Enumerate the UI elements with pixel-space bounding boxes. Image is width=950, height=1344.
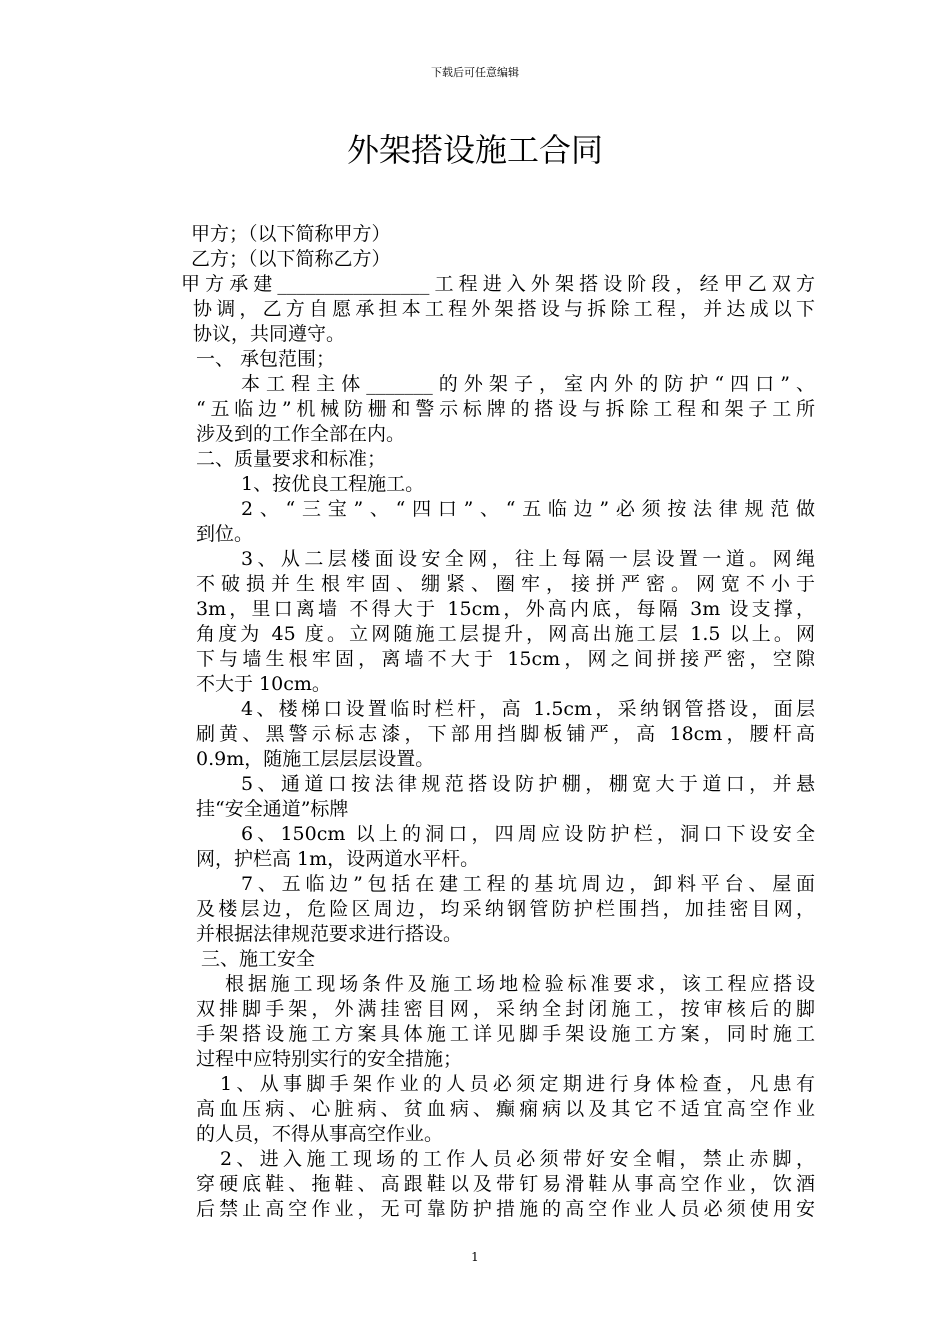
document-title: 外架搭设施工合同 <box>346 131 603 169</box>
text-line: 协调，乙方自愿承担本工程外架搭设与拆除工程，并达成以下 <box>193 298 815 320</box>
text-line: 不大于 10cm。 <box>196 673 331 695</box>
text-line: 3m，里口离墙 不得大于 15cm，外高内底，每隔 3m 设支撑， <box>196 598 815 620</box>
page-number: 1 <box>471 1250 479 1264</box>
text-line: 及楼层边，危险区周边，均采纳钢管防护栏围挡，加挂密目网， <box>196 898 815 920</box>
text-line: 7、五临边”包括在建工程的基坑周边，卸料平台、屋面 <box>241 873 815 895</box>
text-line: 1、从事脚手架作业的人员必须定期进行身体检查，凡患有 <box>220 1073 815 1095</box>
text-line: 甲方承建________________工程进入外架搭设阶段，经甲乙双方 <box>181 273 815 295</box>
text-line: 穿硬底鞋、拖鞋、高跟鞋以及带钉易滑鞋从事高空作业，饮酒 <box>196 1173 815 1195</box>
text-line: 本工程主体_______的外架子，室内外的防护“四口”、 <box>241 373 815 395</box>
text-line: 协议，共同遵守。 <box>193 323 346 345</box>
text-line: 1、按优良工程施工。 <box>241 473 425 495</box>
text-line: 一、 承包范围； <box>196 348 336 370</box>
text-line: 网，护栏高 1m，设两道水平杆。 <box>196 848 480 870</box>
text-line: 挂“安全通道”标牌 <box>196 798 349 820</box>
text-line: 到位。 <box>196 523 254 545</box>
text-line: 的人员，不得从事高空作业。 <box>196 1123 444 1145</box>
text-line: 后禁止高空作业，无可靠防护措施的高空作业人员必须使用安 <box>196 1198 815 1220</box>
text-line: 乙方；（以下简称乙方） <box>191 248 391 270</box>
text-line: 下与墙生根牢固，离墙不大于 15cm，网之间拼接严密，空隙 <box>196 648 815 670</box>
text-line: 二、质量要求和标准； <box>196 448 387 470</box>
text-line: 三、施工安全 <box>201 948 316 970</box>
text-line: 双排脚手架，外满挂密目网，采纳全封闭施工，按审核后的脚 <box>196 998 815 1020</box>
text-line: 6、150cm 以上的洞口，四周应设防护栏，洞口下设安全 <box>241 823 815 845</box>
text-line: 5、通道口按法律规范搭设防护棚，棚宽大于道口，并悬 <box>241 773 815 795</box>
text-line: “五临边”机械防栅和警示标牌的搭设与拆除工程和架子工所 <box>196 398 815 420</box>
text-line: 刷黄、黑警示标志漆，下部用挡脚板铺严，高 18cm，腰杆高 <box>196 723 815 745</box>
text-line: 高血压病、心脏病、贫血病、癫痫病以及其它不适宜高空作业 <box>196 1098 815 1120</box>
text-line: 根据施工现场条件及施工场地检验标准要求，该工程应搭设 <box>225 973 815 995</box>
page-header: 下载后可任意编辑 <box>431 66 519 79</box>
text-line: 过程中应特别实行的安全措施； <box>196 1048 463 1070</box>
text-line: 涉及到的工作全部在内。 <box>196 423 406 445</box>
text-line: 并根据法律规范要求进行搭设。 <box>196 923 463 945</box>
text-line: 3、从二层楼面设安全网，往上每隔一层设置一道。网绳 <box>241 548 815 570</box>
contract-body <box>175 222 815 1222</box>
text-line: 2、“三宝”、“四口”、“五临边”必须按法律规范做 <box>241 498 815 520</box>
text-line: 0.9m，随施工层层层设置。 <box>196 748 435 770</box>
text-line: 不破损并生根牢固、绷紧、圈牢，接拼严密。网宽不小于 <box>196 573 815 595</box>
text-line: 4、楼梯口设置临时栏杆，高 1.5cm，采纳钢管搭设，面层 <box>241 698 815 720</box>
text-line: 角度为 45 度。立网随施工层提升，网高出施工层 1.5 以上。网 <box>196 623 815 645</box>
text-line: 手架搭设施工方案具体施工详见脚手架设施工方案，同时施工 <box>196 1023 815 1045</box>
text-line: 甲方；（以下简称甲方） <box>191 223 391 245</box>
text-line: 2、进入施工现场的工作人员必须带好安全帽，禁止赤脚， <box>220 1148 815 1170</box>
